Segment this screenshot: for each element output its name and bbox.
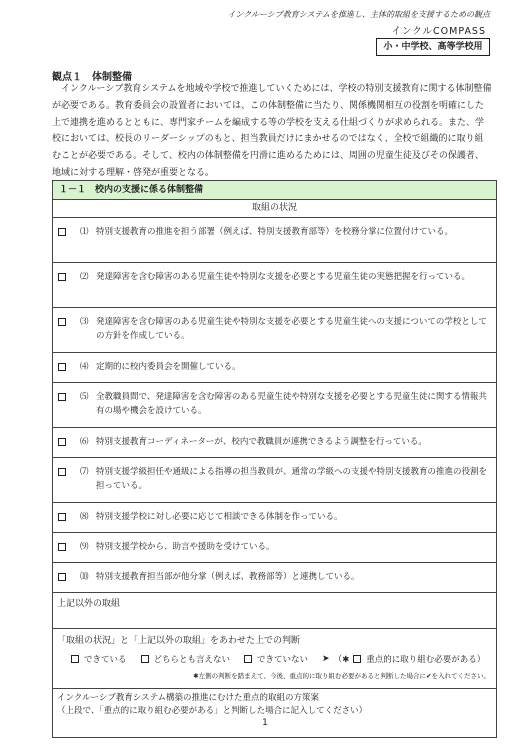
item-text: 特別支援教育の推進を担う部署（例えば、特別支援教育部等）を校務分掌に位置付けている。 [96,227,454,237]
intro-paragraph: インクルーシブ教育システムを地域や学校で推進していくためには、学校の特別支援教育に関する体制整備が必要である。教育委員会の設置者においては、この体制整備に当たり、関係機関相互の役割を明確にした上で連携を進めるとともに、専門家チームを編成する等の学校を支える仕組づくりが求められる。また、学校においては、校長のリーダーシップのもと、担当教員だけにまかせるのではなく、全校で組織的に取り組むことが必要である。そして、校内の体制整備を円滑に進めるためには、周囲の児童生徒及びその保護者、地域に対する理解・啓発が重要となる。 [52,84,492,178]
item-text: 特別支援教育コーディネーターが、校内で教職員が連携できるよう調整を行っている。 [96,437,427,447]
checklist-item [53,503,496,533]
checklist-table [52,180,497,738]
item-checkbox[interactable] [58,393,66,401]
item-number: ⑷ [80,362,89,372]
priority-checkbox[interactable] [353,655,361,663]
item-checkbox[interactable] [58,543,66,551]
item-text: 全教職員間で、発達障害を含む障害のある児童生徒や特別な支援を必要とする児童生徒に関する情報共有の場や機会を設けている。 [96,392,487,416]
priority-option[interactable] [334,653,486,665]
plan-field[interactable] [53,689,496,737]
item-number: ⑽ [80,572,89,582]
page-number: 1 [262,718,268,728]
checklist-item [53,353,496,383]
checklist-item [53,218,496,263]
priority-prefix: （✱ [333,655,350,665]
option-done[interactable] [71,653,127,665]
checklist-item [53,458,496,503]
checklist-items [53,218,496,593]
item-checkbox[interactable] [58,438,66,446]
header-subtitle: インクルーシブ教育システムを推進し、主体的取組を支援するための観点 [227,10,490,19]
other-efforts-field[interactable] [53,593,496,629]
item-number: ⑺ [80,467,89,477]
judgement-note: ✱左側の判断を踏まえて、今後、重点的に取り組む必要があると判断した場合に✔を入れてください。 [193,672,490,680]
section-intro [52,81,492,182]
option-label: どちらとも言えない [153,655,231,665]
option-neutral[interactable] [141,653,231,665]
plan-note: （上段で、「重点的に取り組む必要がある」と判断した場合に記入してください） [57,706,368,716]
column-header: 取組の状況 [53,200,496,218]
checklist-item [53,263,496,308]
checklist-item [53,383,496,428]
checkbox[interactable] [244,655,252,663]
item-number: ⑹ [80,437,89,447]
plan-title: インクルーシブ教育システム構築の推進にむけた重点的取組の方策案 [57,693,320,703]
option-label: できている [84,655,127,665]
item-text: 特別支援学校に対し必要に応じて相談できる体制を作っている。 [96,512,343,522]
checkbox[interactable] [71,655,79,663]
item-checkbox[interactable] [58,273,66,281]
item-number: ⑶ [80,317,89,327]
item-text: 特別支援教育担当部が他分掌（例えば、教務部等）と連携している。 [96,572,360,582]
item-number: ⑴ [80,227,89,237]
item-text: 特別支援学級担任や通級による指導の担当教員が、通常の学級への支援や特別支援教育の推進の役割を担っている。 [96,467,488,491]
item-checkbox[interactable] [58,513,66,521]
item-text: 定期的に校内委員会を開催している。 [96,362,241,372]
header-brand: インクルCOMPASS [391,26,486,37]
item-text: 発達障害を含む障害のある児童生徒や特別な支援を必要とする児童生徒の実態把握を行っている。 [96,272,471,282]
item-text: 特別支援学校から、助言や援助を受けている。 [96,542,275,552]
item-number: ⑵ [80,272,89,282]
other-efforts-label: 上記以外の取組 [57,599,121,609]
checklist-item [53,308,496,353]
checkbox[interactable] [141,655,149,663]
item-number: ⑻ [80,512,89,522]
item-checkbox[interactable] [58,363,66,371]
item-number: ⑼ [80,542,89,552]
checklist-item [53,533,496,563]
item-text: 発達障害を含む障害のある児童生徒や特別な支援を必要とする児童生徒への支援についての学校としての方針を作成している。 [96,317,487,341]
judgement-section [53,629,496,689]
school-type-badge: 小・中学校、高等学校用 [376,38,490,56]
item-number: ⑸ [80,392,89,402]
checklist-item [53,428,496,458]
judgement-options [57,653,492,665]
checklist-item [53,563,496,593]
judgement-question: 「取組の状況」と「上記以外の取組」をあわせた上での判断 [57,636,301,646]
item-checkbox[interactable] [58,573,66,581]
subsection-title: １－１ 校内の支援に係る体制整備 [53,181,496,200]
item-checkbox[interactable] [58,228,66,236]
option-label: できていない [257,655,309,665]
item-checkbox[interactable] [58,468,66,476]
priority-label: 重点的に取り組む必要がある） [366,655,486,665]
section-title: 観点１ 体制整備 [52,72,132,83]
option-not-done[interactable] [244,653,308,665]
item-checkbox[interactable] [58,318,66,326]
arrow-icon: ➤ [322,654,330,664]
